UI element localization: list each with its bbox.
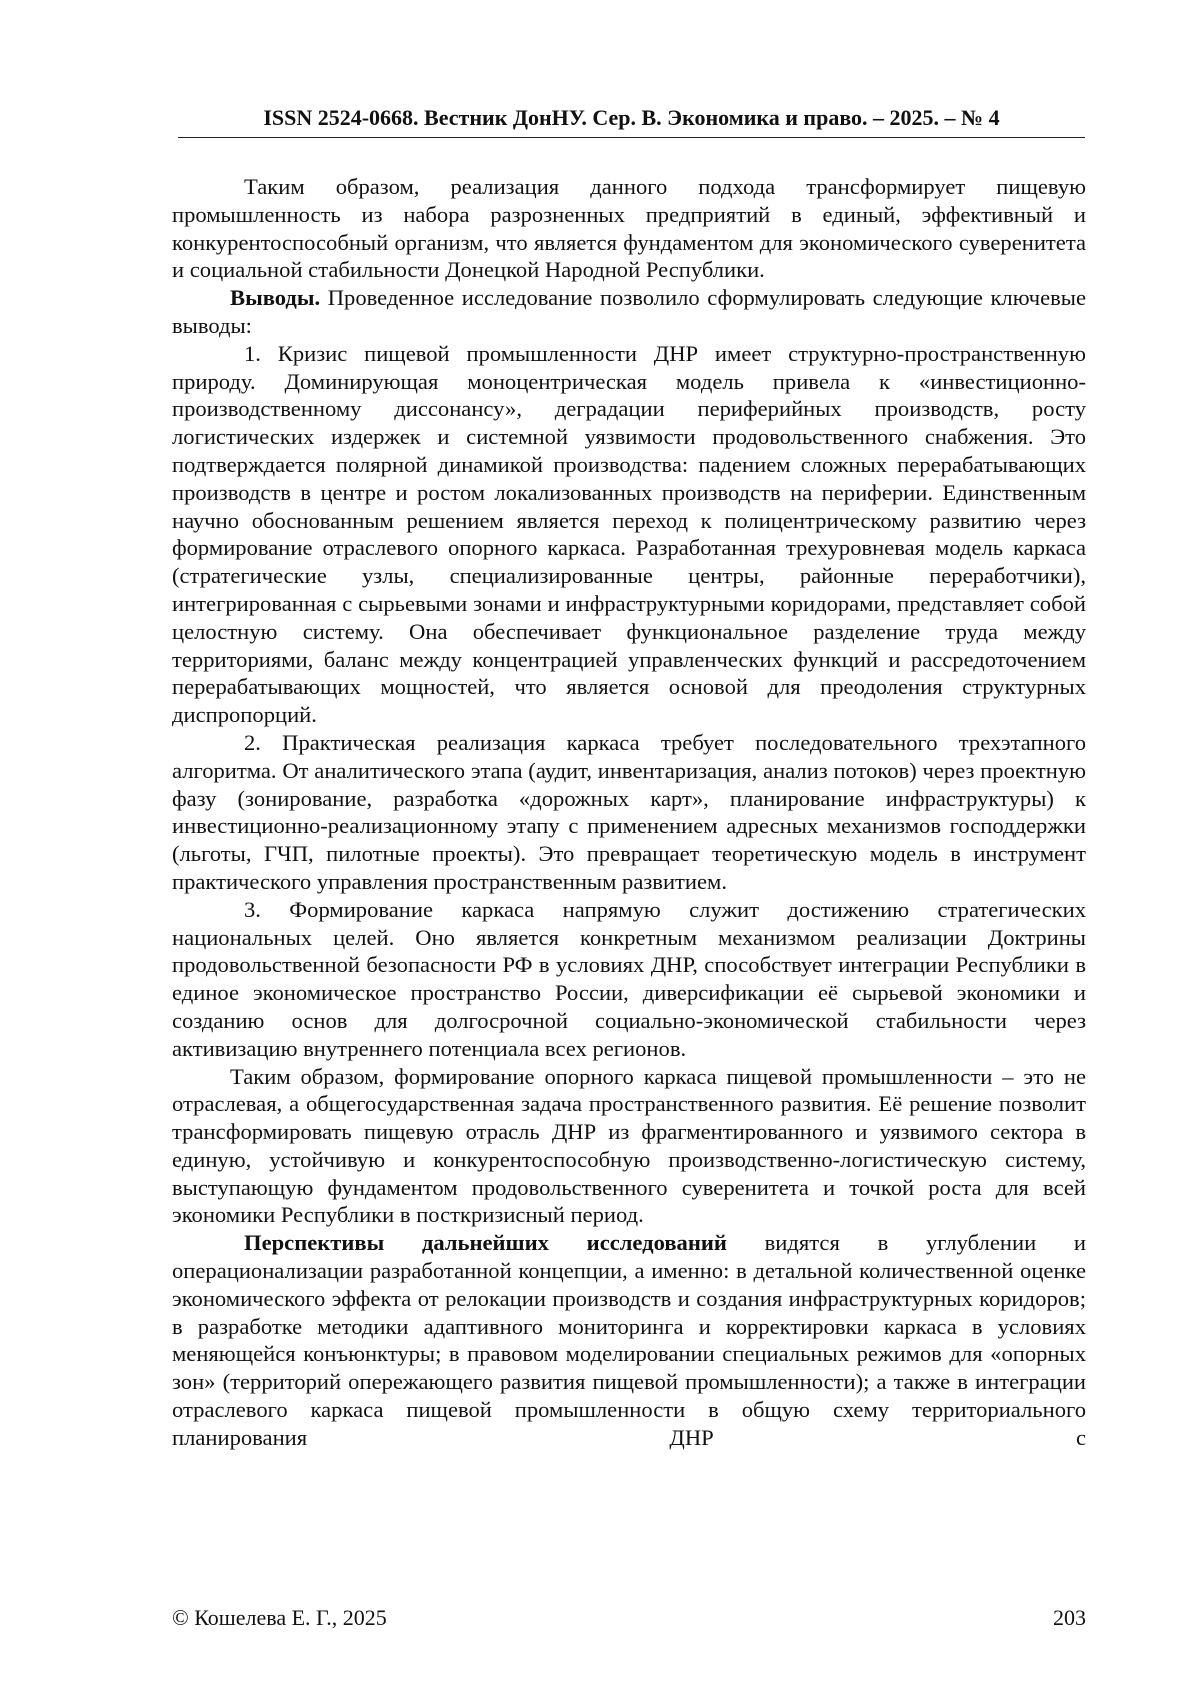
paragraph-text: 1. Кризис пищевой промышленности ДНР имеет структурно-пространственную природу. Доминирующая моноцентрическая модель привела к «инвестиционно-производственному диссонансу», деградации периферийных производств, росту логистических издержек и системной уязвимости продовольственного снабжения. Это подтверждается полярной динамикой производства: падением сложных перерабатывающих производств в центре и ростом локализованных производств на периферии. Единственным научно обоснованным решением является переход к полицентрическому развитию через формирование отраслевого опорного каркаса. Разработанная трехуровневая модель каркаса (стратегические узлы, специализированные центры, районные переработчики), интегрированная с сырьевыми зонами и инфраструктурными коридорами, представляет собой целостную систему. Она обеспечивает функциональное разделение труда между территориями, баланс между концентрацией управленческих функций и рассредоточением перерабатывающих мощностей, что является основой для преодоления структурных диспропорций. — [172, 340, 1086, 728]
paragraph-text: 3. Формирование каркаса напрямую служит достижению стратегических национальных целей. Оно является конкретным механизмом реализации Доктрины продовольственной безопасности РФ в условиях ДНР, способствует интеграции Республики в единое экономическое пространство России, диверсификации её сырьевой экономики и созданию основ для долгосрочной социально-экономической стабильности через активизацию внутреннего потенциала всех регионов. — [172, 896, 1086, 1061]
article-body — [172, 173, 1086, 1452]
paragraph-text: Таким образом, реализация данного подхода трансформирует пищевую промышленность из набора разрозненных предприятий в единый, эффективный и конкурентоспособный организм, что является фундаментом для экономического суверенитета и социальной стабильности Донецкой Народной Республики. — [172, 174, 1086, 283]
paragraph-conclusion-intro — [172, 173, 1086, 284]
paragraph-text: Таким образом, формирование опорного каркаса пищевой промышленности – это не отраслевая, а общегосударственная задача пространственного развития. Её решение позволит трансформировать пищевую отрасль ДНР из фрагментированного и уязвимого сектора в единую, устойчивую и конкурентоспособную производственно-логистическую систему, выступающую фундаментом продовольственного суверенитета и точкой роста для всей экономики Республики в посткризисный период. — [172, 1063, 1086, 1228]
paragraph-conclusion-3 — [172, 896, 1086, 1063]
paragraph-perspectives — [172, 1229, 1086, 1451]
paragraph-conclusion-1 — [172, 340, 1086, 729]
paragraph-conclusion-2 — [172, 729, 1086, 896]
page-footer — [172, 1604, 1086, 1632]
paragraph-summary — [172, 1063, 1086, 1230]
page-number: 203 — [1053, 1605, 1086, 1630]
copyright-notice: © Кошелева Е. Г., 2025 — [172, 1605, 387, 1630]
paragraph-text: 2. Практическая реализация каркаса требует последовательного трехэтапного алгоритма. От аналитического этапа (аудит, инвентаризация, анализ потоков) через проектную фазу (зонирование, разработка «дорожных карт», планирование инфраструктуры) к инвестиционно-реализационному этапу с применением адресных механизмов господдержки (льготы, ГЧП, пилотные проекты). Это превращает теоретическую модель в инструмент практического управления пространственным развитием. — [172, 729, 1086, 894]
running-header: ISSN 2524-0668. Вестник ДонНУ. Сер. В. Экономика и право. – 2025. – № 4 — [178, 103, 1085, 138]
paragraph-conclusions-heading — [172, 284, 1086, 340]
paragraph-text: Проведенное исследование позволило сформулировать следующие ключевые выводы: — [172, 285, 1086, 338]
section-lead-perspectives: Перспективы дальнейших исследований — [244, 1230, 727, 1256]
paragraph-text: видятся в углублении и операционализации разработанной концепции, а именно: в детальной количественной оценке экономического эффекта от релокации производств и создания инфраструктурных коридоров; в разработке методики адаптивного мониторинга и корректировки каркаса в условиях меняющейся конъюнктуры; в правовом моделировании специальных режимов для «опорных зон» (территорий опережающего развития пищевой промышленности); а также в интеграции отраслевого каркаса пищевой промышленности в общую схему территориального планирования ДНР с — [172, 1230, 1086, 1450]
section-lead-conclusions: Выводы. — [230, 285, 321, 311]
